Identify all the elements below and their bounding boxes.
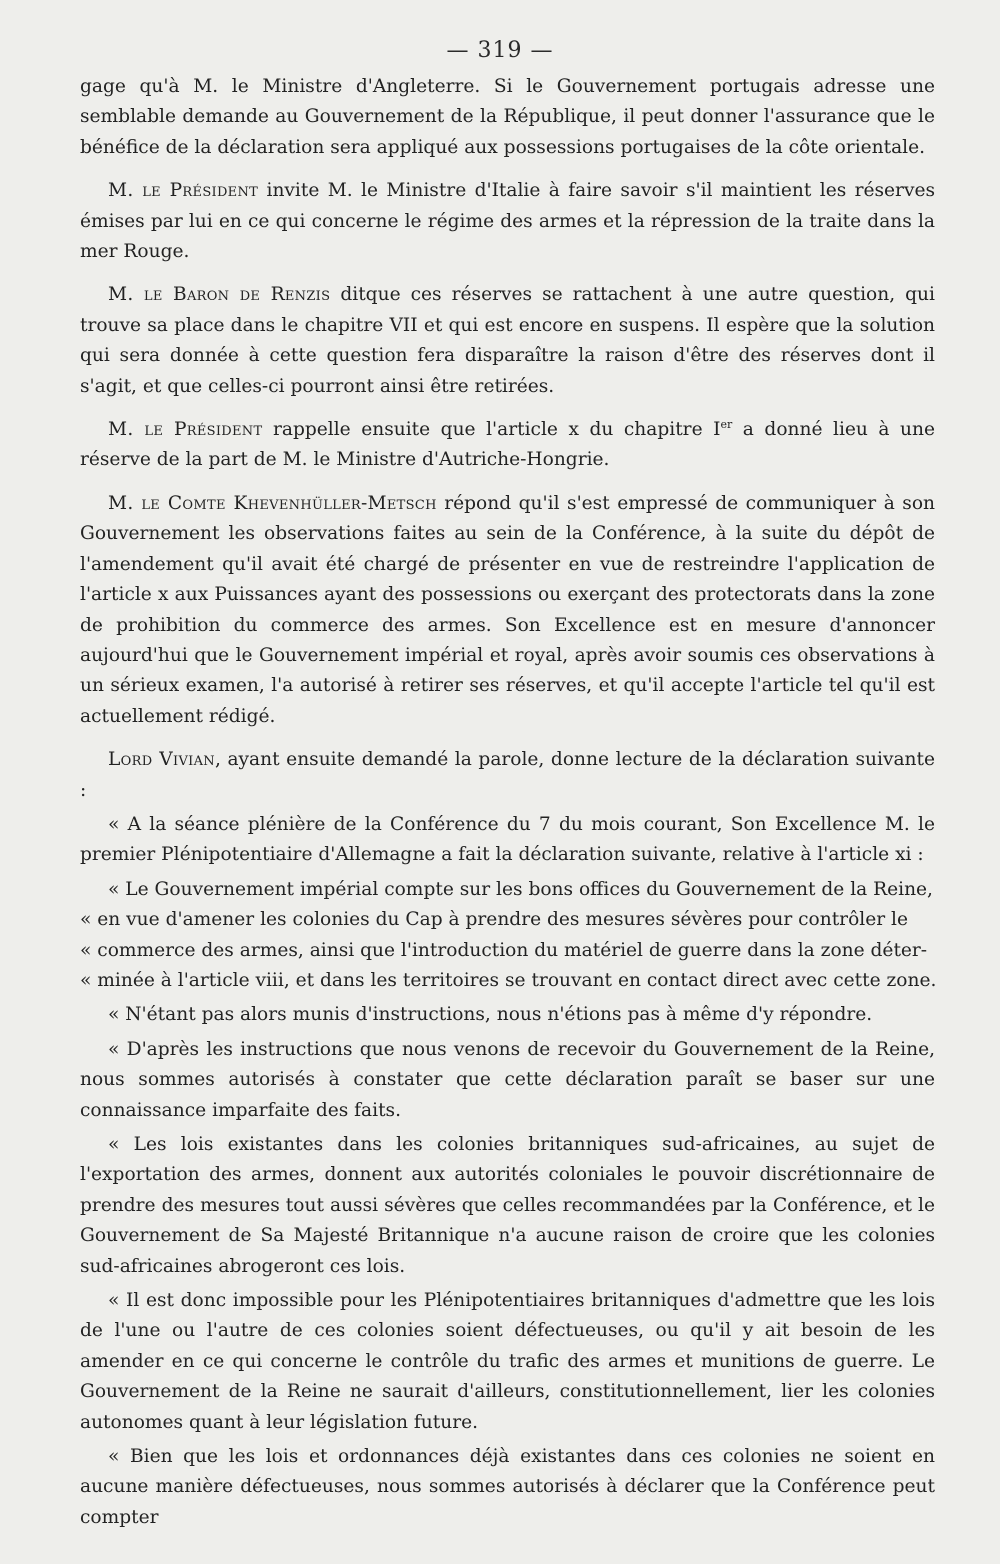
- paragraph-text: a donné lieu à une réserve de la part de M. le Ministre d'Autriche-Hongrie.: [80, 419, 935, 471]
- paragraph-continuation: [80, 72, 935, 163]
- paragraph-quote-impossible: [80, 1286, 935, 1438]
- paragraph-text: invite M. le Ministre d'Italie à faire savoir s'il maintient les réserves émises par lui en ce qui concerne le régime des armes et la répression de la traite dans la mer Rouge.: [80, 180, 935, 263]
- paragraph-text: « Bien que les lois et ordonnances déjà existantes dans ces colonies ne soient en aucune manière défectueuses, nous sommes autorisés à déclarer que la Conférence peut compter: [80, 1446, 935, 1528]
- quote-line: « minée à l'article viii, et dans les territoires se trouvant en contact direct avec cette zone.: [80, 969, 937, 991]
- paragraph-text: « Il est donc impossible pour les Plénipotentiaires britanniques d'admettre que les lois de l'une ou l'autre de ces colonies soient défectueuses, ou qu'il y ait besoin de les amender en ce qui concerne le contrôle du trafic des armes et munitions de guerre. Le Gouvernement de la Reine ne saurait d'ailleurs, constitutionnellement, lier les colonies autonomes quant à leur législation future.: [80, 1290, 935, 1433]
- paragraph-text: « D'après les instructions que nous venons de recevoir du Gouvernement de la Reine, nous sommes autorisés à constater que cette déclaration paraît se baser sur une connaissance imparfaite des faits.: [80, 1038, 935, 1121]
- paragraph-quote-gouvernement-imperial: [80, 875, 935, 997]
- quote-line: « commerce des armes, ainsi que l'introduction du matériel de guerre dans la zone déter-: [80, 939, 928, 961]
- page-number: — 319 —: [446, 38, 554, 63]
- paragraph-text: « A la séance plénière de la Conférence du 7 du mois courant, Son Excellence M. le premier Plénipotentiaire d'Allemagne a fait la déclaration suivante, relative à l'article xi :: [80, 813, 935, 866]
- superscript: er: [720, 417, 733, 431]
- paragraph-text: répond qu'il s'est empressé de communiquer à son Gouvernement les observations faites au sein de la Conférence, à la suite du dépôt de l'amendement qu'il avait été chargé de présenter en vue de restreindre l'application de l'article x aux Puissances ayant des possessions ou exerçant des protectorats dans la zone de prohibition du commerce des armes. Son Excellence est en mesure d'annoncer aujourd'hui que le Gouvernement impérial et royal, après avoir soumis ces observations à un sérieux examen, l'a autorisé à retirer ses réserves, et qu'il accepte l'article tel qu'il est actuellement rédigé.: [80, 492, 936, 727]
- paragraph-president-article-x: [80, 415, 935, 476]
- paragraph-quote-seance: [80, 810, 935, 871]
- paragraph-text: « Les lois existantes dans les colonies britanniques sud-africaines, au sujet de l'exportation des armes, donnent aux autorités coloniales le pouvoir discrétionnaire de prendre des mesures tout aussi sévères que celles recommandées par la Conférence, et le Gouvernement de Sa Majesté Britannique n'a aucune raison de croire que les colonies sud-africaines abrogeront ces lois.: [80, 1134, 935, 1277]
- paragraph-quote-bien-que: [80, 1442, 935, 1533]
- paragraph-text: ditque ces réserves se rattachent à une autre question, qui trouve sa place dans le chapitre VII et qui est encore en suspens. Il espère que la solution qui sera donnée à cette question fera disparaître la raison d'être des réserves dont il s'agit, et que celles-ci pourront ainsi être retirées.: [80, 284, 935, 397]
- quote-line: « en vue d'amener les colonies du Cap à prendre des mesures sévères pour contrôler le: [80, 909, 908, 931]
- quote-line: « Le Gouvernement impérial compte sur les bons offices du Gouvernement de la Reine,: [108, 878, 933, 900]
- speaker-name: M. le Comte Khevenhüller-Metsch: [108, 492, 437, 514]
- speaker-name: Lord Vivian: [108, 749, 215, 771]
- paragraph-text: gage qu'à M. le Ministre d'Angleterre. Si le Gouvernement portugais adresse une semblable demande au Gouvernement de la République, il peut donner l'assurance que le bénéfice de la déclaration sera appliqué aux possessions portugaises de la côte orientale.: [80, 76, 935, 158]
- paragraph-baron-de-renzis: [80, 280, 935, 402]
- speaker-name: M. le Président: [108, 419, 263, 441]
- paragraph-comte-khevenhuller: [80, 489, 935, 732]
- speaker-name: M. le Président: [108, 180, 259, 202]
- paragraph-quote-lois-existantes: [80, 1130, 935, 1282]
- paragraph-quote-munis: [80, 1000, 935, 1030]
- speaker-name: M. le Baron de Renzis: [108, 284, 331, 306]
- paragraph-lord-vivian: [80, 745, 935, 806]
- paragraph-text: « N'étant pas alors munis d'instructions, nous n'étions pas à même d'y répondre.: [108, 1004, 873, 1026]
- paragraph-text: rappelle ensuite que l'article x du chapitre I: [262, 419, 721, 441]
- paragraph-text: , ayant ensuite demandé la parole, donne lecture de la déclaration suivante :: [80, 749, 936, 801]
- paragraph-president-italie: [80, 176, 935, 267]
- document-body: [80, 72, 935, 1537]
- paragraph-quote-instructions: [80, 1035, 935, 1126]
